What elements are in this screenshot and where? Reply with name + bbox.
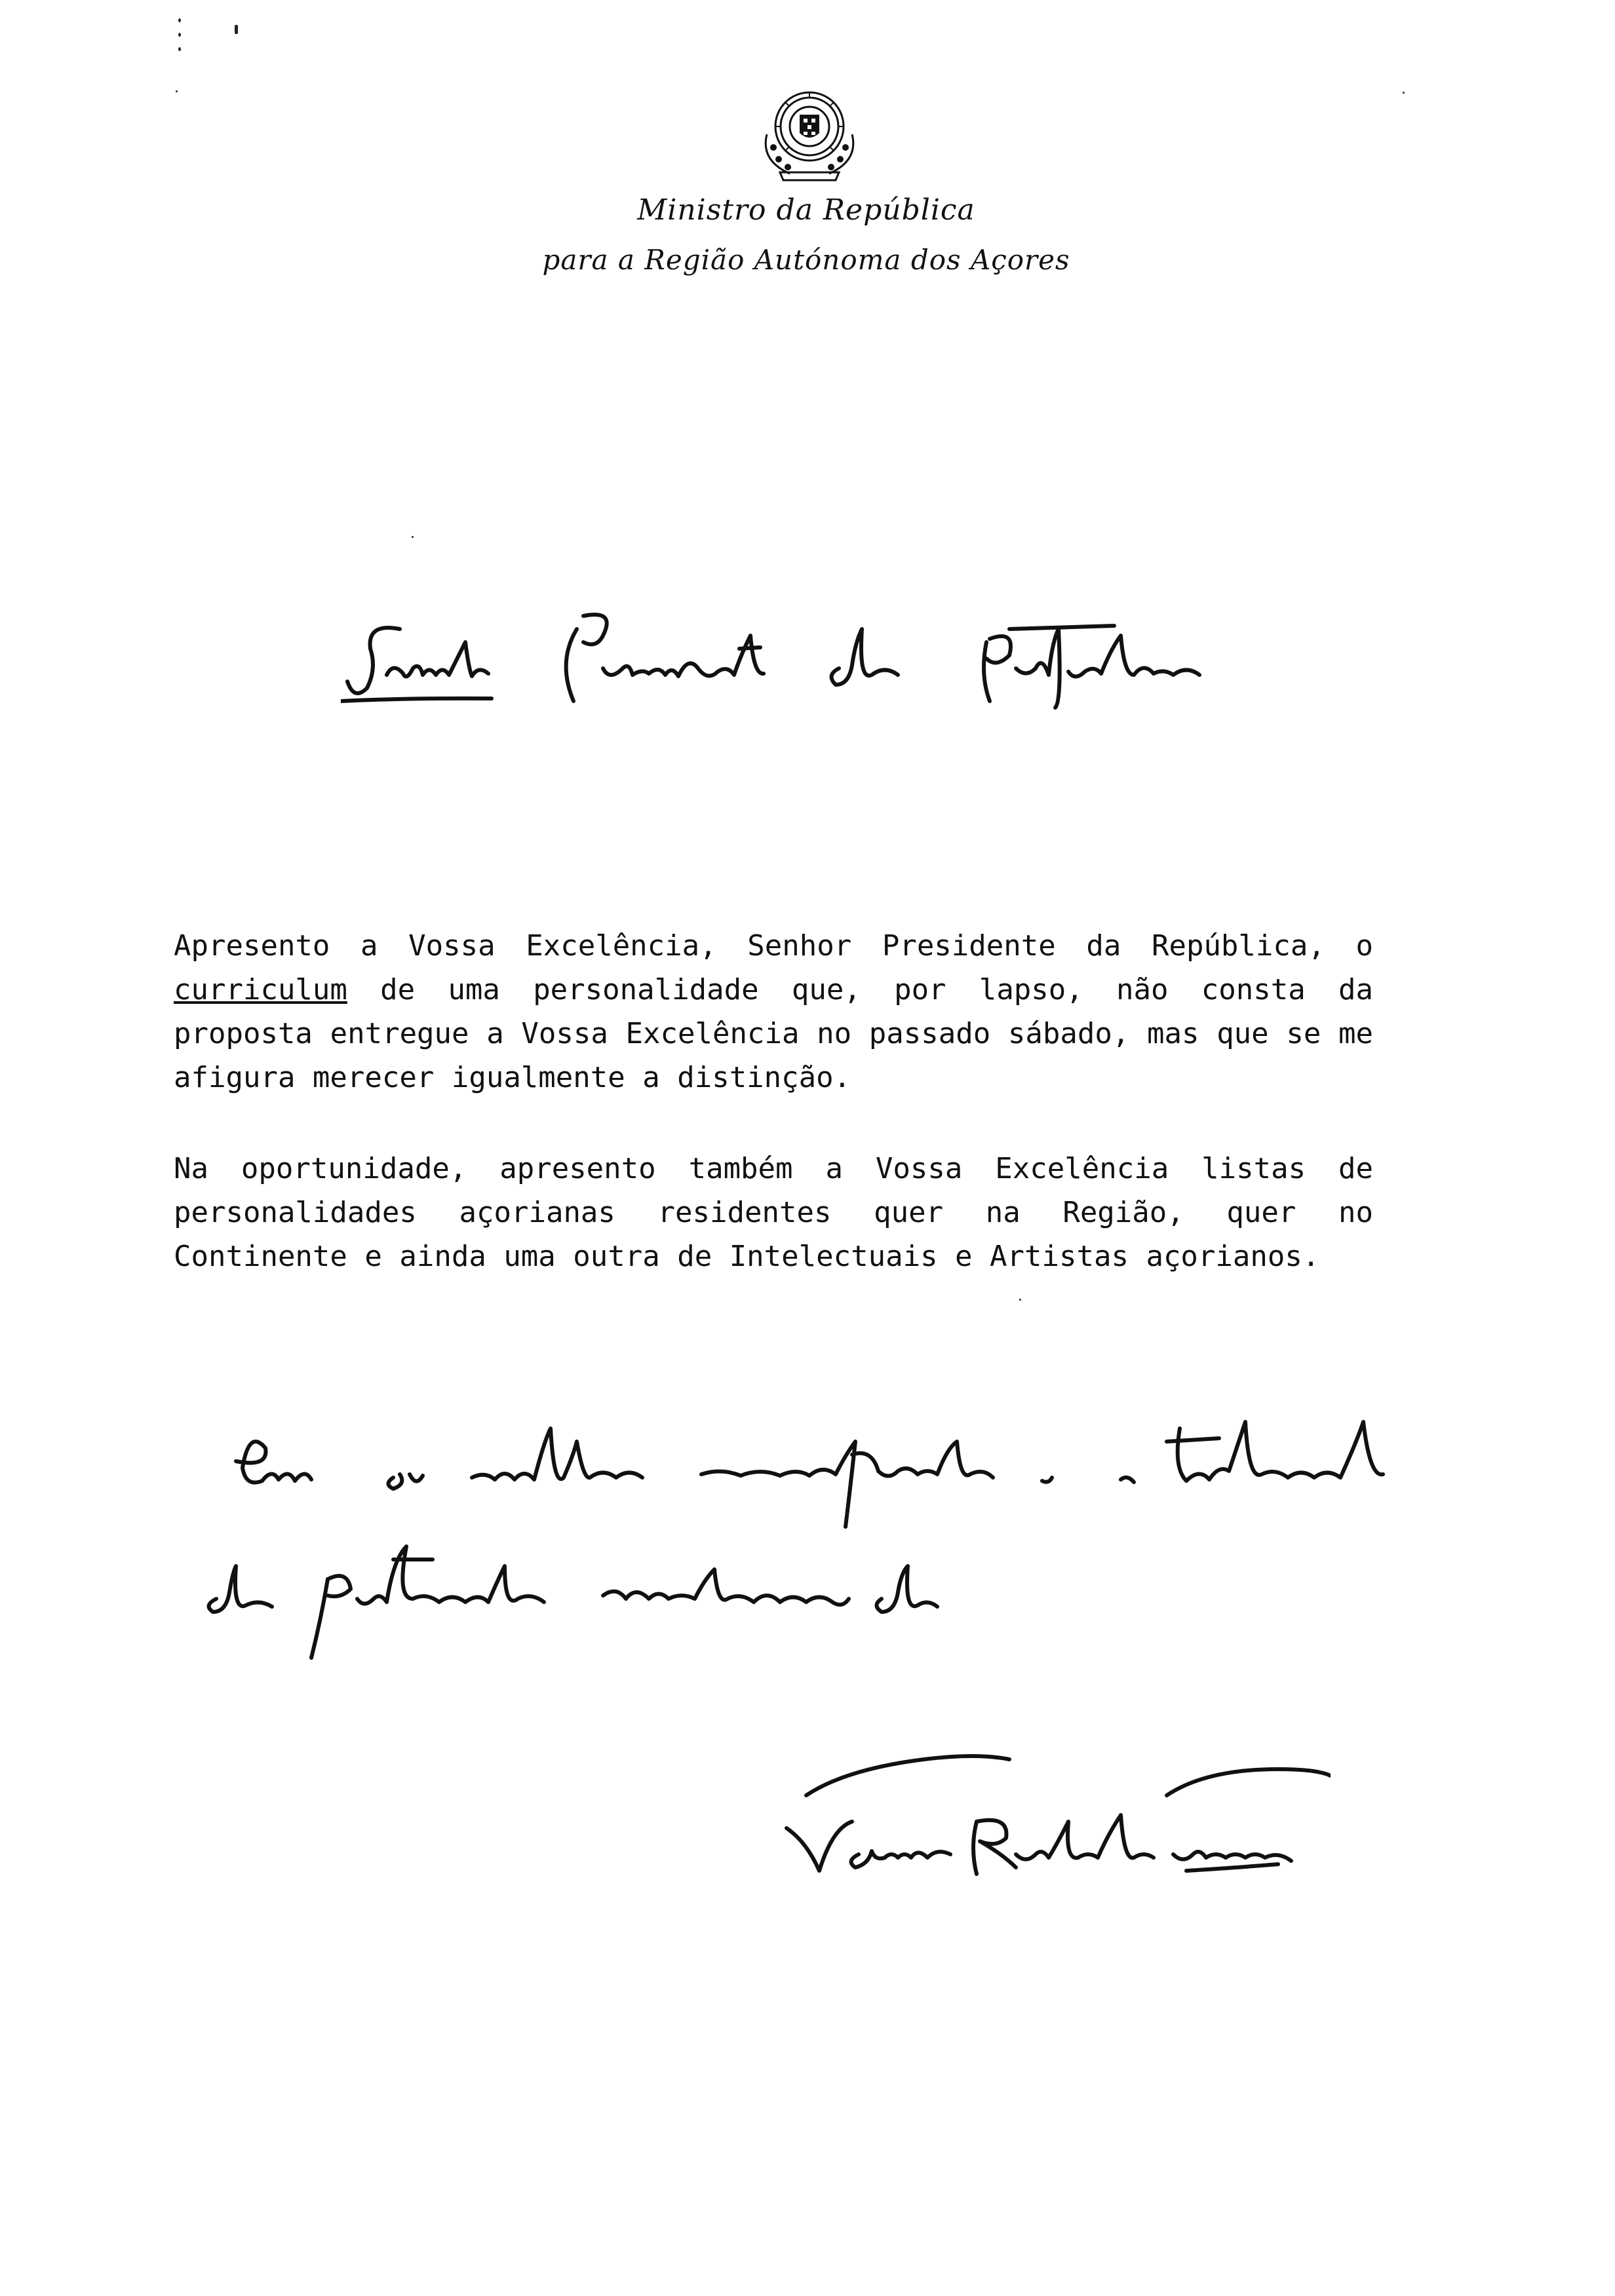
letterhead-region: para a Região Autónoma dos Açores [542,244,1070,276]
scan-speck [178,18,181,22]
scan-speck [412,536,414,538]
body-p1-underlined-word: curriculum [174,973,347,1006]
body-p1-text-before: Apresento a Vossa Excelência, Senhor Presidente da República, o [174,929,1373,963]
handwritten-signature [780,1730,1331,1900]
body-paragraph-2: Na oportunidade, apresento também a Vossa Excelência listas de personalidades açorianas residentes quer na Região, quer no Continente e ainda uma outra de Intelectuais e Artistas açorianos. [174,1152,1373,1273]
letterhead-ministry: Ministro da República [637,193,975,227]
scan-speck [1019,1299,1021,1301]
body-paragraph-1 [174,924,1373,1100]
body-p1-text-after: de uma personalidade que, por lapso, não consta da proposta entregue a Vossa Excelência no passado sábado, mas que se me afigura merecer igualmente a distinção. [174,973,1373,1094]
handwritten-closing [197,1402,1442,1664]
scan-speck [1403,92,1405,94]
scan-speck [176,90,178,92]
coat-of-arms-emblem [754,82,865,190]
scan-speck [178,33,181,37]
handwritten-salutation [341,603,1232,714]
scan-speck [178,47,181,51]
scan-speck [235,25,238,34]
